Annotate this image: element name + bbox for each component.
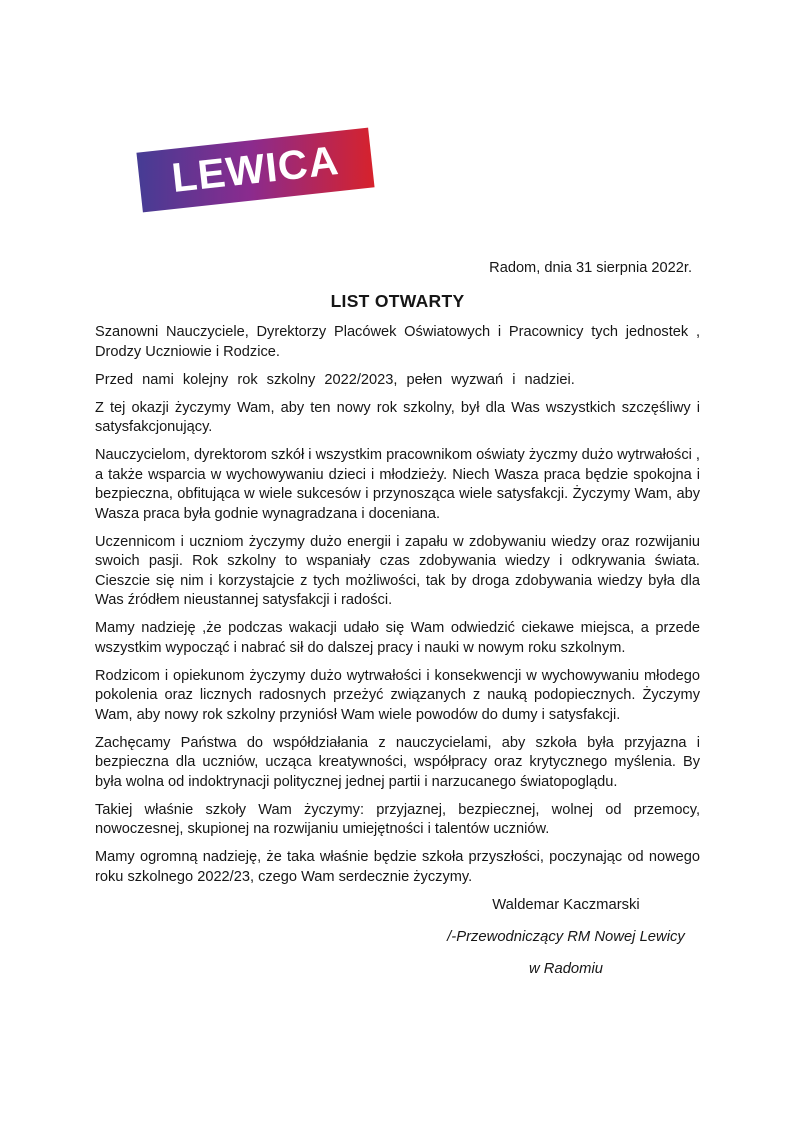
paragraph-school-vision: Takiej właśnie szkoły Wam życzymy: przyjaznej, bezpiecznej, wolnej od przemocy, nowoczesnej, skupionej na rozwijaniu umiejętności i talentów uczniów. (95, 801, 700, 837)
signature-place: w Radomiu (528, 960, 603, 977)
paragraph-holidays: Mamy nadzieję ,że podczas wakacji udało się Wam odwiedzić ciekawe miejsca, a przede wszystkim wypocząć i nabrać sił do dalszej pracy i nauki w nowym roku szkolnym. (95, 620, 700, 656)
paragraph-closing: Mamy ogromną nadzieję, że taka właśnie będzie szkoła przyszłości, poczynając od nowego roku szkolnego 2022/23, czego Wam serdecznie życzymy. (95, 849, 700, 885)
paragraph-cooperation: Zachęcamy Państwa do współdziałania z nauczycielami, aby szkoła była przyjazna i bezpieczna dla uczniów, ucząca kreatywności, współpracy oraz krytycznego myślenia. By była wolna od indoktrynacji politycznej jednej partii i narzucanego światopoglądu. (95, 734, 700, 790)
paragraph-salutation: Szanowni Nauczyciele, Dyrektorzy Placówek Oświatowych i Pracownicy tych jednostek , Drodzy Uczniowie i Rodzice. (95, 324, 700, 360)
paragraph-students: Uczennicom i uczniom życzymy dużo energii i zapału w zdobywaniu wiedzy oraz rozwijaniu swoich pasji. Rok szkolny to wspaniały czas zdobywania wiedzy i odkrywania świata. Cieszcie się nim i korzystajcie z tych możliwości, tak by droga zdobywania wiedzy była dla Was źródłem nieustannej satysfakcji i radości. (95, 533, 700, 608)
signature-block (416, 896, 716, 980)
letter-title: LIST OTWARTY (330, 291, 465, 311)
dateline: Radom, dnia 31 sierpnia 2022r. (489, 260, 692, 276)
signature-role: /-Przewodniczący RM Nowej Lewicy (447, 928, 685, 945)
paragraph-teachers: Nauczycielom, dyrektorom szkół i wszystkim pracownikom oświaty życzmy dużo wytrwałości , a także wsparcia w wychowywaniu dzieci i młodzieży. Niech Wasza praca będzie spokojna i bezpieczna, obfitująca w wiele sukcesów i przynosząca wiele satysfakcji. Życzymy Wam, aby Wasza praca była godnie wynagradzana i doceniana. (95, 447, 700, 522)
lewica-logo (136, 128, 374, 213)
paragraph-parents: Rodzicom i opiekunom życzymy dużo wytrwałości i konsekwencji w wychowywaniu młodego pokolenia oraz licznych radosnych przeżyć związanych z nauką podopiecznych. Życzymy Wam, aby nowy rok szkolny przyniósł Wam wiele powodów do dumy i satysfakcji. (95, 667, 700, 723)
letter-body (95, 323, 700, 887)
paragraph-wishes-all: Z tej okazji życzymy Wam, aby ten nowy rok szkolny, był dla Was wszystkich szczęśliwy i satysfakcjonujący. (95, 399, 700, 435)
lewica-logo-text: LEWICA (169, 136, 342, 201)
paragraph-new-school-year: Przed nami kolejny rok szkolny 2022/2023, pełen wyzwań i nadziei. (95, 371, 575, 388)
letter-content (95, 258, 700, 992)
signature-name: Waldemar Kaczmarski (492, 896, 640, 913)
